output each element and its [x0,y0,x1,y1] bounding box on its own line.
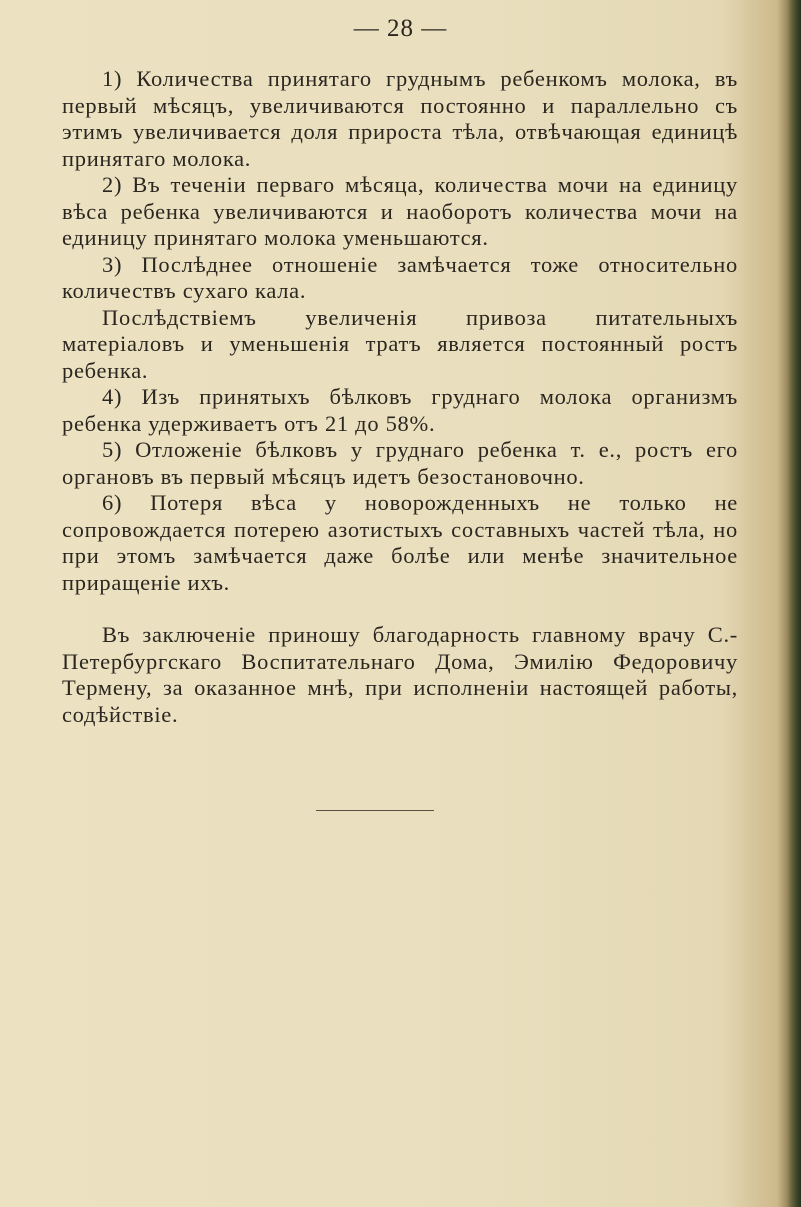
document-body [62,66,738,728]
page-edge-shadow [787,0,801,1207]
conclusion-3: 3) Послѣднее отношеніе замѣчается тоже относительно количествъ сухаго кала. [62,251,738,303]
conclusion-1: 1) Количества принятаго груднымъ ребенкомъ молока, въ первый мѣсяцъ, увеличиваются постоянно и параллельно съ этимъ увеличивается доля прироста тѣла, отвѣчающая единицѣ принятаго молока. [62,66,738,171]
conclusion-4: 4) Изъ принятыхъ бѣлковъ груднаго молока организмъ ребенка удерживаетъ отъ 21 до 58%. [62,384,738,436]
closing-rule [316,810,434,811]
page-number: — 28 — [353,15,448,42]
conclusion-6: 6) Потеря вѣса у новорожденныхъ не только не сопровождается потерею азотистыхъ составныхъ частей тѣла, но при этомъ замѣчается даже болѣе или менѣе значительное приращеніе ихъ. [62,490,738,595]
conclusion-summary: Послѣдствіемъ увеличенія привоза питательныхъ матеріаловъ и уменьшенія тратъ является постоянный ростъ ребенка. [62,304,738,383]
conclusion-2: 2) Въ теченіи перваго мѣсяца, количества мочи на единицу вѣса ребенка увеличиваются и наоборотъ количества мочи на единицу принятаго молока уменьшаются. [62,172,738,250]
acknowledgement: Въ заключеніе приношу благодарность главному врачу С.-Петербургскаго Воспитательнаго Дома, Эмилію Федоровичу Термену, за оказанное мнѣ, при исполненіи настоящей работы, содѣйствіе. [62,622,738,727]
conclusion-5: 5) Отложеніе бѣлковъ у груднаго ребенка т. е., ростъ его органовъ въ первый мѣсяцъ идетъ безостановочно. [62,437,738,489]
